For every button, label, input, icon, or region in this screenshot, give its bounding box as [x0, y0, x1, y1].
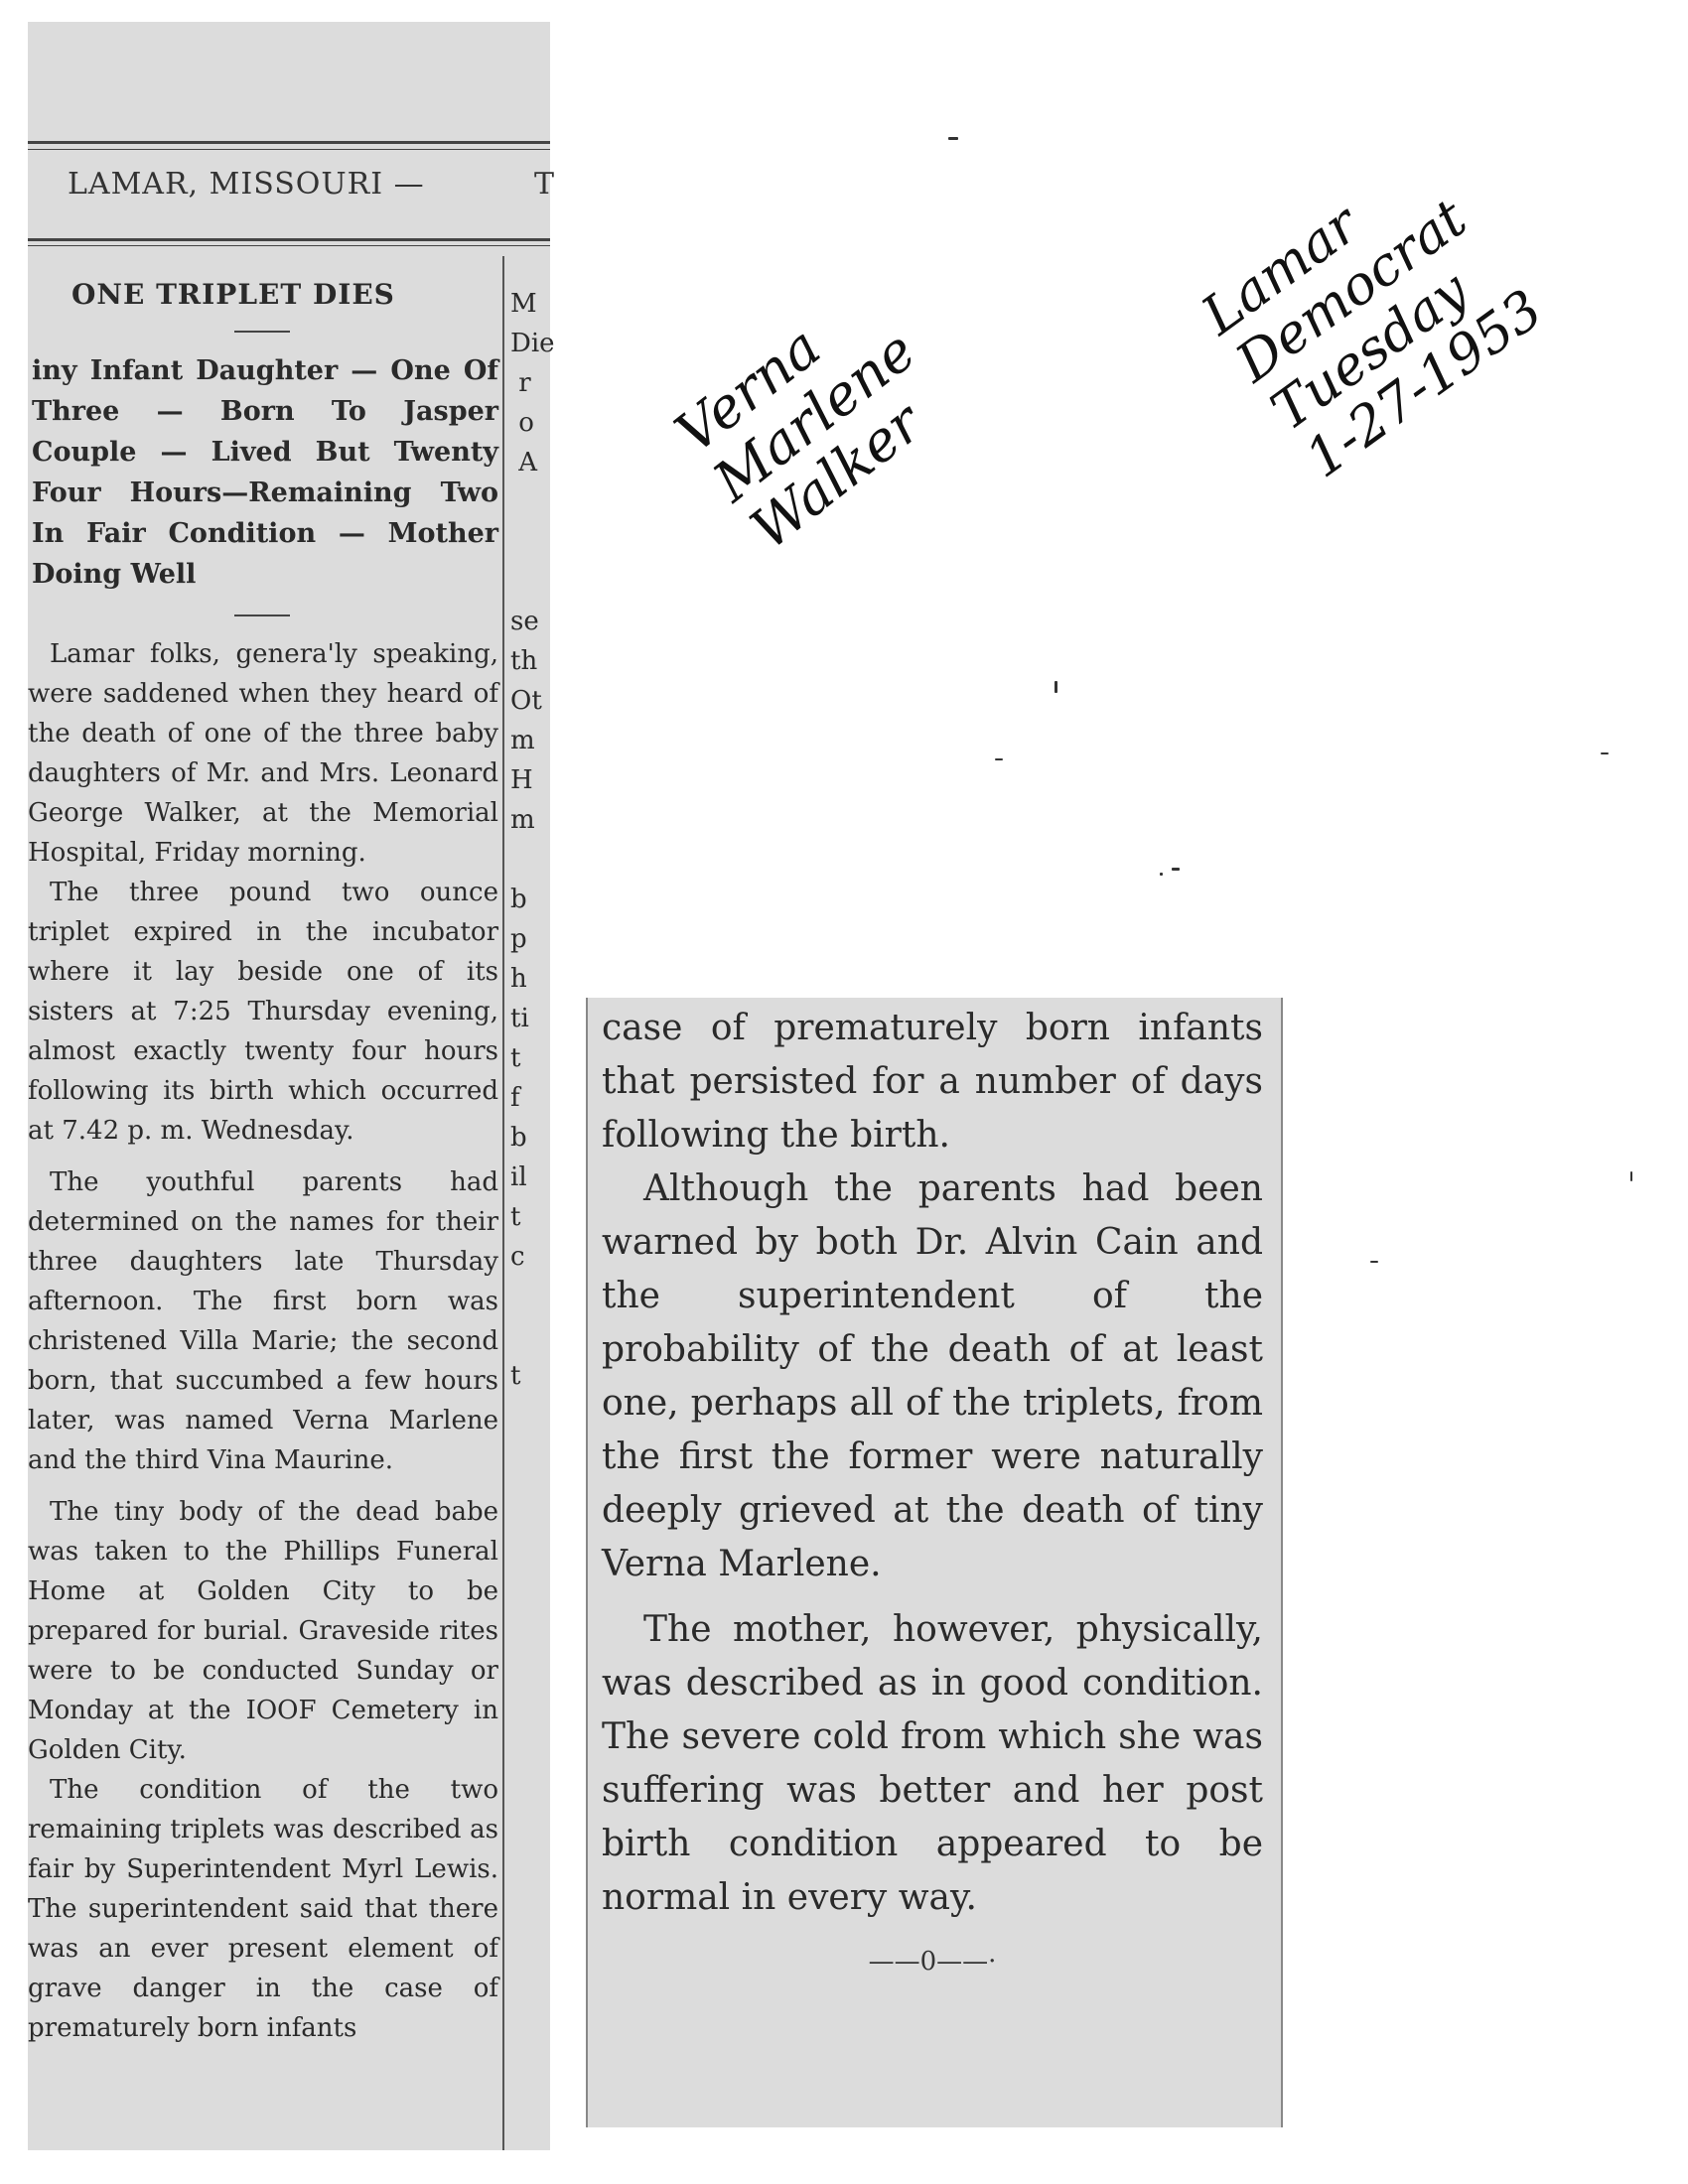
deck-rule [234, 614, 290, 616]
top-rule [28, 141, 550, 144]
article-headline: ONE TRIPLET DIES [71, 278, 395, 311]
article-deck: iny Infant Daughter — One Of Three — Born To Jasper Couple — Lived But Twenty Four Hours—Remaining Two In Fair Condition — Mother Doing Well [32, 355, 498, 590]
masthead-title: LAMAR, MISSOURI — [68, 167, 425, 202]
masthead-rule-thin [28, 245, 550, 246]
masthead-rule [28, 238, 550, 241]
scan-speck [1160, 873, 1163, 876]
scan-speck [1055, 681, 1057, 693]
adjacent-column [510, 284, 555, 1396]
article-column [28, 278, 498, 2048]
scan-speck [1601, 752, 1609, 754]
article-paragraph: The youthful parents had determined on the names for their three daughters late Thursday afternoon. The first born was christened Villa Marie; the second born, that succumbed a few hours later, was named Verna Marlene and the third Vina Maurine. [28, 1167, 498, 1475]
article-paragraph: Although the parents had been warned by both Dr. Alvin Cain and the superintendent of the probability of the death of at least one, perhaps all of the triplets, from the first the former were naturally deeply grieved at the death of tiny Verna Marlene. [602, 1168, 1263, 1584]
headline-rule [234, 331, 290, 333]
article-paragraph: The three pound two ounce triplet expired in the incubator where it lay beside one of its sisters at 7:25 Thursday evening, almost exactly twenty four hours following its birth which occurred at 7.42 p. m. Wednesday. [28, 878, 498, 1146]
top-rule-thin [28, 149, 550, 150]
column-divider [502, 256, 504, 2150]
article-paragraph: case of prematurely born infants that persisted for a number of days following the birth. [602, 1008, 1263, 1156]
masthead-cut-text: T [534, 167, 555, 202]
scan-speck [1172, 868, 1180, 871]
right-clipping [586, 998, 1283, 2127]
scan-speck [1630, 1171, 1632, 1181]
scan-speck [995, 758, 1003, 760]
end-mark: ——0——· [868, 1947, 997, 1977]
article-paragraph: Lamar folks, genera'ly speaking, were saddened when they heard of the death of one of the three baby daughters of Mr. and Mrs. Leonard George Walker, at the Memorial Hospital, Friday morning. [28, 639, 498, 868]
continuation-column [602, 1002, 1263, 1977]
handwritten-name-note: Verna Marlene Walker [663, 315, 934, 563]
scan-speck [948, 137, 958, 140]
scan-speck [1370, 1261, 1378, 1263]
article-paragraph: The mother, however, physically, was described as in good condition. The severe cold from which she was suffering was better and her post birth condition appeared to be normal in every way. [602, 1609, 1263, 1918]
article-paragraph: The tiny body of the dead babe was taken to the Phillips Funeral Home at Golden City to be prepared for burial. Graveside rites were to be conducted Sunday or Monday at the IOOF Cemetery in Golden City. [28, 1497, 498, 1765]
article-paragraph: The condition of the two remaining triplets was described as fair by Superintendent Myrl Lewis. The superintendent said that there was an ever present element of grave danger in the case of prematurely born infants [28, 1775, 498, 2043]
adjacent-header: M [510, 289, 537, 319]
left-clipping [28, 22, 555, 2150]
adjacent-fragment: Die r o A se th Ot m H m b p h ti t f b il t c t [510, 329, 555, 1391]
handwritten-paper-note: Lamar Democrat Tuesday 1-27-1953 [1190, 187, 1554, 490]
